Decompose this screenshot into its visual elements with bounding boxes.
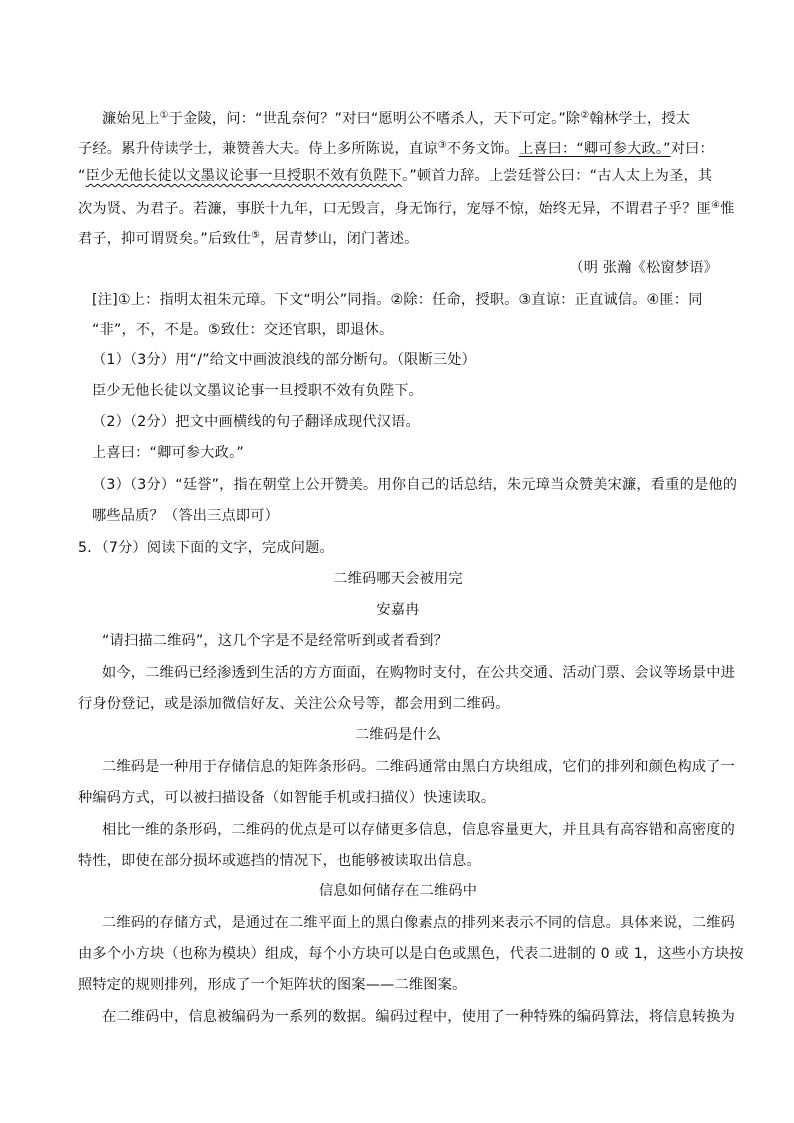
passage-source: （明 张瀚《松窗梦语》 [569,260,718,276]
article-paragraph-3-line-1: 二维码是一种用于存储信息的矩阵条形码。二维码通常由黑白方块组成，它们的排列和颜色构成了一 [102,759,736,775]
passage-line-3 [78,166,718,186]
text-span: 于金陵，问：“世乱奈何？”对曰“愿明公不嗜杀人，天下可定。”除 [168,111,581,127]
wavy-underlined-sentence: 臣少无他长徒以文墨议论事一旦授职不效有负陛下 [85,168,403,184]
article-paragraph-5-line-1: 二维码的存储方式，是通过在二维平面上的黑白像素点的排列来表示不同的信息。具体来说，二维码 [102,915,736,931]
section-5-header: 5．（7分）阅读下面的文字，完成问题。 [78,540,334,556]
article-heading-2: 信息如何储存在二维码中 [318,883,478,899]
footnote-marker: ③ [437,140,447,151]
text-span: 次为贤、为君子。若濂，事朕十九年，口无毁言，身无饰行，宠辱不惊，始终无异，不谓君子乎？匪 [78,201,712,217]
footnote-marker: ⑤ [251,230,261,241]
article-heading-1: 二维码是什么 [354,727,442,743]
article-paragraph-4-line-2: 特性，即使在部分损坏或遮挡的情况下，也能够被读取出信息。 [78,853,481,869]
underlined-sentence: 上喜曰：“卿可参大政。” [518,141,671,157]
passage-line-4 [78,196,735,219]
text-span: ，居青梦山，闭门著述。 [260,231,419,247]
footnote-marker: ④ [711,200,721,211]
question-1-text: 臣少无他长徒以文墨议论事一旦授职不效有负陛下。 [92,383,423,399]
article-paragraph-5-line-3: 照特定的规则排列，形成了一个矩阵状的图案——二维图案。 [78,977,467,993]
text-span: 不务文饰。 [446,141,519,157]
article-title: 二维码哪天会被用完 [333,571,463,587]
text-span: 君子，抑可谓贤矣。”后致仕 [78,231,252,247]
article-paragraph-6-line-1: 在二维码中，信息被编码为一系列的数据。编码过程中，使用了一种特殊的编码算法，将信息转换为 [102,1009,736,1025]
notes-line-2: “非”，不，不是。⑤致仕：交还官职，即退休。 [92,322,394,338]
question-1: （1）（3分）用“/”给文中画波浪线的部分断句。（限断三处） [92,352,477,368]
notes-line-1: [注]①上：指明太祖朱元璋。下文“明公”同指。②除：任命，授职。③直谅：正直诚信。④匪：同 [92,292,703,308]
question-2-text: 上喜曰：“卿可参大政。” [92,445,244,461]
article-paragraph-4-line-1: 相比一维的条形码，二维码的优点是可以存储更多信息，信息容量更大，并且具有高容错和高密度的 [102,822,736,838]
text-span: 惟 [720,201,735,217]
text-span: 濂始见上 [102,111,160,127]
article-paragraph-1: “请扫描二维码”，这几个字是不是经常听到或者看到？ [102,633,449,649]
text-span: 对曰： [670,141,714,157]
text-span: 翰林学士，授太 [589,111,691,127]
text-span: 。”顿首力辞。上尝廷誉公曰：“古人太上为圣，其 [402,168,713,184]
passage-line-2 [78,136,718,159]
article-author: 安嘉冉 [376,602,420,618]
question-3-line-1: （3）（3分）“廷誉”，指在朝堂上公开赞美。用你自己的话总结，朱元璋当众赞美宋濂，看重的是他的 [92,477,738,493]
question-2: （2）（2分）把文中画横线的句子翻译成现代汉语。 [92,414,420,430]
passage-line-5 [78,226,718,249]
question-3-line-2: 哪些品质？（答出三点即可） [92,508,280,524]
article-paragraph-5-line-2: 由多个小方块（也称为模块）组成，每个小方块可以是白色或黑色，代表二进制的 0 或 1，这些小方块按 [78,946,744,962]
article-paragraph-3-line-2: 种编码方式，可以被扫描设备（如智能手机或扫描仪）快速读取。 [78,790,496,806]
article-paragraph-2-line-2: 行身份登记，或是添加微信好友、关注公众号等，都会用到二维码。 [78,696,510,712]
article-paragraph-2-line-1: 如今，二维码已经渗透到生活的方方面面，在购物时支付，在公共交通、活动门票、会议等场景中进 [102,665,736,681]
footnote-marker: ② [580,110,590,121]
footnote-marker: ① [159,110,169,121]
text-span: “ [78,168,86,184]
text-span: 子经。累升侍读学士，兼赞善大夫。侍上多所陈说，直谅 [78,141,438,157]
passage-line-1 [102,106,718,129]
